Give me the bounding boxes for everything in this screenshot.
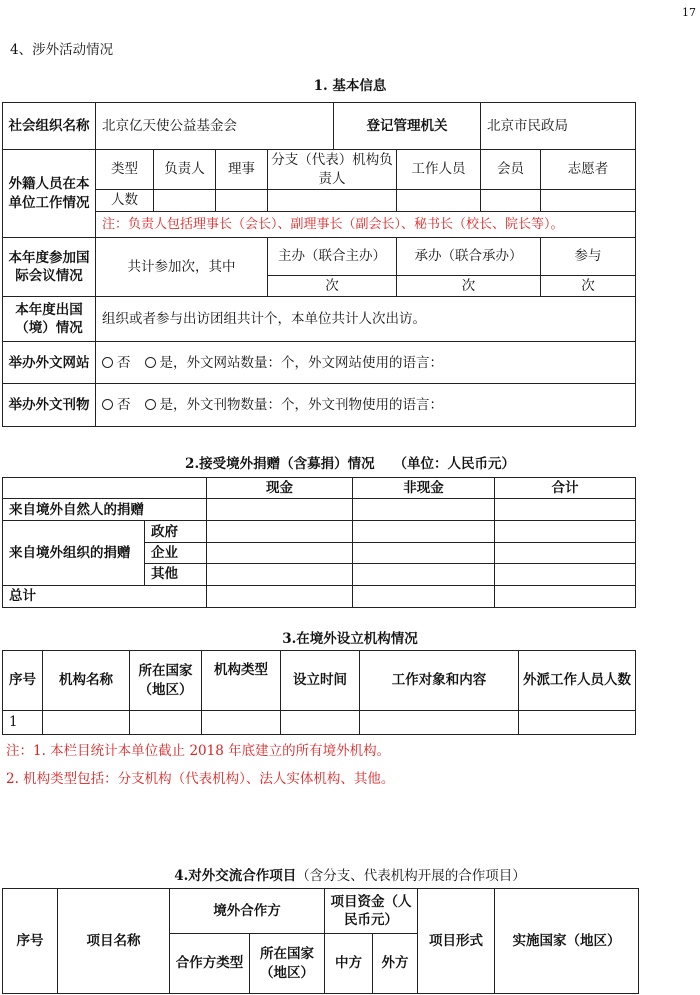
journal-yes-radio[interactable] [145, 399, 156, 410]
col-fund-cn: 中方 [325, 934, 373, 994]
abroad-label: 本年度出国（境）情况 [3, 297, 96, 342]
donation-title [0, 452, 700, 472]
col-partner-country: 所在国家（地区） [250, 934, 325, 994]
overseas-table [2, 650, 636, 735]
donation-unit: （单位：人民币元） [393, 456, 515, 472]
col-partner-type: 合作方类型 [170, 934, 250, 994]
col-project-form: 项目形式 [418, 889, 495, 994]
leader-note: 注：负责人包括理事长（会长）、副理事长（副会长）、秘书长（校长、院长等）。 [96, 212, 636, 238]
col-overseas-type: 机构类型 [202, 651, 281, 711]
conference-label: 本年度参加国际会议情况 [3, 238, 96, 297]
row-grand-total: 总计 [3, 585, 207, 607]
foreign-staff-label: 外籍人员在本单位工作情况 [3, 150, 96, 238]
col-noncash: 非现金 [353, 478, 495, 499]
headcount-leader[interactable] [154, 190, 216, 212]
times-participate: 次 [541, 276, 636, 297]
col-staff: 工作人员 [397, 150, 481, 190]
col-overseas-country: 所在国家（地区） [130, 651, 202, 711]
cell-natural-total[interactable] [495, 499, 636, 521]
headcount-branch[interactable] [268, 190, 397, 212]
conference-host: 主办（联合主办） [268, 238, 397, 276]
overseas-cell-time[interactable] [281, 711, 360, 735]
conference-cohost: 承办（联合承办） [397, 238, 541, 276]
section-heading: 4、涉外活动情况 [10, 42, 114, 58]
col-project-no: 序号 [3, 889, 58, 994]
journal-options [96, 384, 636, 427]
journal-no-radio[interactable] [102, 399, 113, 410]
overseas-cell-type[interactable] [202, 711, 281, 735]
col-overseas-content: 工作对象和内容 [360, 651, 519, 711]
col-impl-country: 实施国家（地区） [495, 889, 639, 994]
overseas-title: 3.在境外设立机构情况 [282, 631, 418, 647]
conference-total: 共计参加次，其中 [96, 238, 268, 297]
col-project-name: 项目名称 [58, 889, 170, 994]
sub-other: 其他 [145, 564, 207, 585]
projects-title [0, 864, 700, 884]
website-no-label: 否 [117, 354, 131, 371]
cell-gov-noncash[interactable] [353, 521, 495, 543]
cell-gov-total[interactable] [495, 521, 636, 543]
journal-label: 举办外文刊物 [3, 384, 96, 427]
cell-natural-cash[interactable] [207, 499, 353, 521]
cell-grand-noncash[interactable] [353, 585, 495, 607]
journal-no-label: 否 [117, 397, 131, 414]
cell-natural-noncash[interactable] [353, 499, 495, 521]
cell-other-total[interactable] [495, 564, 636, 585]
basic-info-title: 1. 基本信息 [313, 78, 387, 94]
cell-company-total[interactable] [495, 543, 636, 564]
row-natural-person: 来自境外自然人的捐赠 [3, 499, 207, 521]
abroad-value: 组织或者参与出访团组共计个，本单位共计人次出访。 [96, 297, 636, 342]
col-branch-leader: 分支（代表）机构负责人 [268, 150, 397, 190]
col-fund-foreign: 外方 [373, 934, 418, 994]
overseas-cell-staff[interactable] [519, 711, 636, 735]
headcount-staff[interactable] [397, 190, 481, 212]
col-cash: 现金 [207, 478, 353, 499]
headcount-member[interactable] [481, 190, 541, 212]
cell-other-cash[interactable] [207, 564, 353, 585]
col-leader: 负责人 [154, 150, 216, 190]
col-type: 类型 [96, 150, 154, 190]
website-label: 举办外文网站 [3, 342, 96, 384]
sub-government: 政府 [145, 521, 207, 543]
org-name-value: 北京亿天使公益基金会 [96, 103, 334, 150]
website-yes-label: 是，外文网站数量：个，外文网站使用的语言： [159, 354, 443, 371]
headcount-volunteer[interactable] [541, 190, 636, 212]
overseas-cell-content[interactable] [360, 711, 519, 735]
cell-company-noncash[interactable] [353, 543, 495, 564]
col-donation-total: 合计 [495, 478, 636, 499]
org-name-label: 社会组织名称 [3, 103, 96, 150]
reg-authority-value: 北京市民政局 [481, 103, 636, 150]
projects-title-note: （含分支、代表机构开展的合作项目） [296, 868, 526, 884]
journal-yes-label: 是，外文刊物数量：个，外文刊物使用的语言： [159, 397, 443, 414]
overseas-note-2: 2. 机构类型包括：分支机构（代表机构）、法人实体机构、其他。 [6, 771, 395, 787]
headcount-director[interactable] [216, 190, 268, 212]
overseas-row-no: 1 [3, 711, 43, 735]
sub-company: 企业 [145, 543, 207, 564]
col-volunteer: 志愿者 [541, 150, 636, 190]
projects-table [2, 888, 639, 994]
basic-info-table [2, 102, 636, 427]
website-options [96, 342, 636, 384]
donation-corner [3, 478, 207, 499]
cell-company-cash[interactable] [207, 543, 353, 564]
row-headcount: 人数 [96, 190, 154, 212]
col-overseas-no: 序号 [3, 651, 43, 711]
overseas-cell-name[interactable] [43, 711, 130, 735]
cell-grand-total[interactable] [495, 585, 636, 607]
col-overseas-time: 设立时间 [281, 651, 360, 711]
overseas-cell-country[interactable] [130, 711, 202, 735]
times-host: 次 [268, 276, 397, 297]
times-cohost: 次 [397, 276, 541, 297]
col-overseas-name: 机构名称 [43, 651, 130, 711]
overseas-note-1: 注：1. 本栏目统计本单位截止 2018 年底建立的所有境外机构。 [6, 743, 391, 759]
conference-participate: 参与 [541, 238, 636, 276]
cell-gov-cash[interactable] [207, 521, 353, 543]
page-number: 17 [682, 6, 696, 19]
col-director: 理事 [216, 150, 268, 190]
col-partner: 境外合作方 [170, 889, 325, 934]
row-foreign-org: 来自境外组织的捐赠 [3, 521, 145, 585]
reg-authority-label: 登记管理机关 [334, 103, 481, 150]
website-yes-radio[interactable] [145, 357, 156, 368]
donation-title-text: 2.接受境外捐赠（含募捐）情况 [185, 456, 375, 472]
donation-table [2, 477, 636, 608]
col-fund: 项目资金（人民币元） [325, 889, 418, 934]
cell-grand-cash[interactable] [207, 585, 353, 607]
cell-other-noncash[interactable] [353, 564, 495, 585]
col-overseas-staff: 外派工作人员人数 [519, 651, 636, 711]
website-no-radio[interactable] [102, 357, 113, 368]
projects-title-text: 4.对外交流合作项目 [174, 868, 297, 884]
col-member: 会员 [481, 150, 541, 190]
